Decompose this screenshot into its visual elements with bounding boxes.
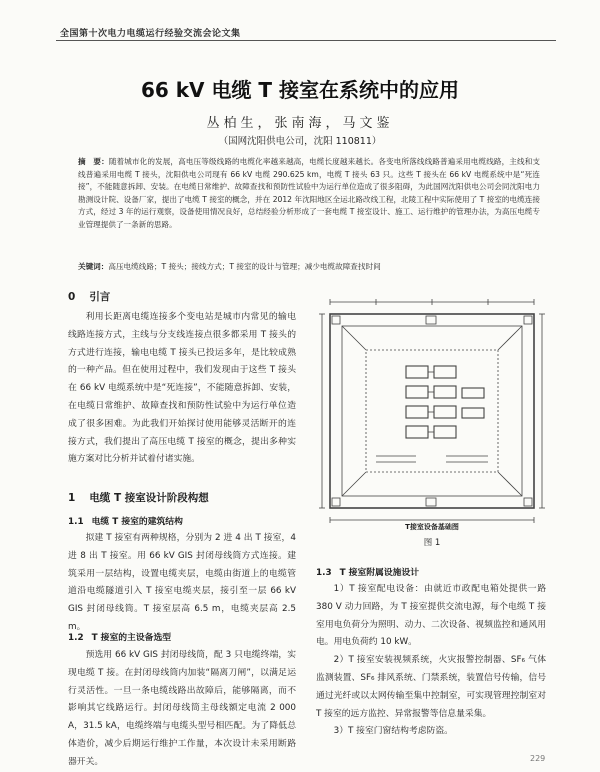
paragraph: 拟建 T 接室有两种规格，分别为 2 进 4 出 T 接室，4 进 8 出 T 接室。用 66 kV GIS 封闭母线筒方式连接。建筑采用一层结构，设置电缆夹层，电缆由街道上的电缆管道沿电缆隧道引入 T 接室电缆夹层，接引至一层 66 kV GIS 封闭母线筒。T 接室层高 6.5 m，电缆夹层高 2.5 m。 (68, 533, 296, 632)
subsection-number: 1.3 (316, 568, 332, 578)
section-1-1-heading (68, 514, 183, 527)
abstract (78, 156, 540, 232)
paragraph: 预选用 66 kV GIS 封闭母线筒，配 3 只电缆终端，实现电缆 T 接。在封闭母线筒内加装“隔离刀闸”，以满足运行灵活性。一旦一条电缆线路出故障后，能够隔离，而不影响其它线路运行。封闭母线筒主母线额定电流 2 000 A，31.5 kA，电缆终端与电缆头型号相匹配。为了降低总体造价，减少后期运行维护工作量，本次设计未采用断路器开关。 (68, 650, 296, 767)
section-1-2-body (68, 647, 296, 772)
section-title: 引言 (89, 291, 111, 303)
section-0-body (68, 309, 296, 469)
affiliation: （国网沈阳供电公司，沈阳 110811） (218, 136, 382, 147)
section-number: 0 (68, 291, 76, 303)
section-1-2-heading (68, 630, 171, 643)
figure-label: T接室设备基础图 (405, 523, 459, 531)
keywords (78, 261, 540, 274)
t-room-foundation-diagram (316, 296, 548, 534)
paragraph: 利用长距离电缆连接多个变电站是城市内常见的输电线路连接方式，主线与分支线连接点很多都采用 T 接头的方式进行连接，输电电缆 T 接头已投运多年，是比较成熟的一种产品。但在使用过程中，我们发现由于这些 T 接头在 66 kV 电缆系统中是“死连接”，不能随意拆卸、安装，在电缆日常维护、故障查找和预防性试验中为运行单位造成了很多困难。为此我们开始探讨使用能够灵活断开的连接方式，我们提出了高压电缆 T 接室的概念，提出多种实施方案对比分析并试着付诸实施。 (68, 312, 296, 465)
abstract-text: 随着城市化的发展，高电压等级线路的电缆化率越来越高，电缆长度越来越长。各变电所落线线路普遍采用电缆线路，主线和支线普遍采用电缆 T 接头，沈阳供电公司现有 66 kV 电缆 290.625 km，电缆 T 接头 63 只。这些 T 接头在 66 kV 电缆系统中是“死连接”，不能随意拆卸、安装。在电缆日常维护、故障查找和预防性试验中为运行单位造成了很多阻碍，为此国网沈阳供电公司会同沈阳电力勘测设计院、设备厂家，提出了电缆 T 接室的概念，并在 2012 年沈阳地区全运北路改线工程，北陵工程中实际使用了 T 接室的电缆连接方式，经过 3 年的运行观察，设备使用情况良好，总结经验分析形成了一套电缆 T 接室设计、施工、运行维护的管理办法，为高压电缆专业管理提供了一条新的思路。 (78, 157, 540, 229)
section-1-1-body (68, 530, 296, 637)
journal-header: 全国第十次电力电缆运行经验交流会论文集 (60, 29, 241, 39)
subsection-number: 1.2 (68, 633, 84, 643)
paragraph: 1）T 接室配电设备：由就近市政配电箱处提供一路 380 V 动力回路，为 T 接室提供交流电源，每个电缆 T 接室用电负荷分为照明、动力、二次设备、视频监控和通风用电。用电负荷约 10 kW。 (316, 584, 546, 648)
paragraph: 3）T 接室门窗结构考虑防盗。 (333, 726, 453, 737)
page-number: 229 (530, 754, 546, 763)
section-title: 电缆 T 接室设计阶段构想 (89, 492, 209, 504)
figure-caption: 图 1 (423, 538, 441, 548)
section-1-3-body (316, 581, 546, 741)
header-divider (56, 40, 556, 41)
keywords-text: 高压电缆线路；T 接头；接线方式；T 接室的设计与管理；减少电缆故障查找时间 (108, 262, 381, 271)
subsection-title: 电缆 T 接室的建筑结构 (91, 517, 183, 527)
keywords-label: 关键词： (78, 262, 109, 271)
authors: 丛柏生，张南海，马文鉴 (206, 116, 394, 131)
subsection-number: 1.1 (68, 517, 84, 527)
section-1-3-heading (316, 565, 419, 578)
abstract-label: 摘 要： (78, 157, 109, 166)
section-0-heading (68, 289, 110, 304)
section-number: 1 (68, 492, 76, 504)
subsection-title: T 接室的主设备选型 (91, 633, 172, 643)
paragraph: 2）T 接室安装视频系统，火灾报警控制器、SF₆ 气体监测装置、SF₆ 排风系统、门禁系统，装置信号传输，信号通过光纤或以太网传输至集中控制室，可实现管理控制室对 T 接室的远方监控、异常报警等信息量采集。 (316, 655, 546, 719)
section-1-heading (68, 490, 209, 505)
paper-title: 66 kV 电缆 T 接室在系统中的应用 (140, 78, 460, 102)
subsection-title: T 接室附属设施设计 (339, 568, 420, 578)
